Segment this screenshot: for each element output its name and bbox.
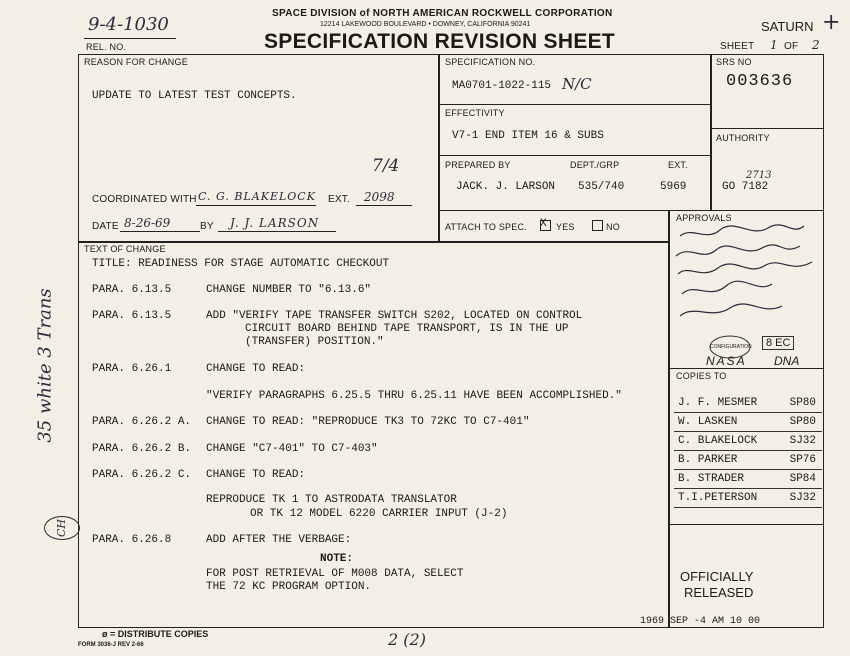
spec-label: SPECIFICATION NO. — [445, 57, 536, 67]
coordinated-ext-label: EXT. — [328, 194, 350, 205]
coordinated-label: COORDINATED WITH — [92, 194, 197, 205]
rel-no-label: REL. NO. — [86, 42, 127, 52]
prepared-ext: 5969 — [660, 181, 687, 193]
change-row-text: OR TK 12 MODEL 6220 CARRIER INPUT (J-2) — [250, 508, 508, 520]
authority-value: GO 7182 — [722, 181, 769, 193]
attach-yes-mark: X — [540, 218, 547, 230]
change-row-para: PARA. 6.26.2 B. — [92, 443, 192, 455]
by-value: J. J. LARSON — [230, 216, 320, 230]
copies-label: COPIES TO — [676, 371, 727, 381]
copy-row: B. PARKER SP76 — [674, 450, 822, 470]
approval-signatures — [672, 222, 822, 342]
change-row-text: CHANGE NUMBER TO "6.13.6" — [206, 284, 372, 296]
prepared-label: PREPARED BY — [445, 160, 511, 170]
cross-mark: + — [822, 10, 841, 35]
configuration-stamp-text: CONFIGURATION — [710, 344, 752, 350]
rel-no-handwritten: 9-4-1030 — [88, 14, 169, 35]
date-value: 8-26-69 — [124, 216, 171, 230]
attach-label: ATTACH TO SPEC. — [445, 222, 527, 232]
attach-no-label: NO — [606, 222, 620, 232]
coordinated-underline — [196, 205, 316, 206]
by-underline — [218, 231, 336, 232]
prepared-dept-label: DEPT./GRP — [570, 160, 620, 170]
program-name: SATURN — [761, 19, 814, 34]
division-address: 12214 LAKEWOOD BOULEVARD • DOWNEY, CALIFORNIA 90241 — [320, 21, 531, 28]
divider-prep-bottom — [438, 210, 824, 211]
approvals-label: APPROVALS — [676, 213, 732, 223]
change-row-para: PARA. 6.13.5 — [92, 284, 172, 296]
released-stamp-line1: OFFICIALLY — [680, 569, 754, 584]
change-row-text: CHANGE TO READ: "REPRODUCE TK3 TO 72KC TO C7-401" — [206, 416, 530, 428]
divider-col-srs — [710, 54, 712, 210]
reason-label: REASON FOR CHANGE — [84, 57, 188, 67]
division-name: SPACE DIVISION of NORTH AMERICAN ROCKWELL CORPORATION — [272, 8, 613, 19]
reason-note-handwritten: 7/4 — [372, 156, 400, 176]
sheet-total: 2 — [812, 38, 820, 52]
reason-text: UPDATE TO LATEST TEST CONCEPTS. — [92, 90, 297, 102]
divider-approvals-bottom — [668, 368, 824, 369]
change-row-para: PARA. 6.26.2 C. — [92, 469, 192, 481]
coordinated-ext-value: 2098 — [364, 190, 395, 204]
coordinated-value: C. G. BLAKELOCK — [198, 190, 316, 203]
effectivity-value: V7-1 END ITEM 16 & SUBS — [452, 130, 604, 142]
date-label: DATE — [92, 221, 119, 232]
change-row-text: CHANGE TO READ: — [206, 363, 306, 375]
authority-label: AUTHORITY — [716, 133, 770, 143]
by-label: BY — [200, 221, 214, 232]
sheet-number: 1 — [770, 38, 778, 52]
change-row-text: FOR POST RETRIEVAL OF M008 DATA, SELECT — [206, 568, 464, 580]
date-underline — [120, 231, 200, 232]
divider-eff-bottom — [438, 155, 710, 156]
attach-yes-label: YES — [556, 222, 575, 232]
change-title: TITLE: READINESS FOR STAGE AUTOMATIC CHECKOUT — [92, 258, 390, 270]
margin-handwritten-note: 35 white 3 Trans — [34, 288, 56, 443]
divider-srs-bottom — [710, 128, 824, 129]
copy-row: J. F. MESMER SP80 — [674, 393, 822, 413]
change-row-text: "VERIFY PARAGRAPHS 6.25.5 THRU 6.25.11 HAVE BEEN ACCOMPLISHED." — [206, 390, 622, 402]
change-note-label: NOTE: — [320, 553, 354, 565]
copy-row: W. LASKEN SP80 — [674, 412, 822, 432]
distribute-note: ø = DISTRIBUTE COPIES — [102, 629, 209, 639]
srs-label: SRS NO — [716, 57, 752, 67]
divider-spec-bottom — [438, 104, 710, 105]
change-row-text: CIRCUIT BOARD BEHIND TAPE TRANSPORT, IS IN THE UP — [245, 323, 569, 335]
dna-label: DNA — [774, 354, 800, 368]
change-row-text: REPRODUCE TK 1 TO ASTRODATA TRANSLATOR — [206, 494, 457, 506]
change-row-text: CHANGE TO READ: — [206, 469, 306, 481]
change-row-para: PARA. 6.26.2 A. — [92, 416, 192, 428]
copy-row: B. STRADER SP84 — [674, 469, 822, 489]
change-row-para: PARA. 6.26.8 — [92, 534, 172, 546]
srs-value: 003636 — [726, 72, 794, 91]
change-row-para: PARA. 6.26.1 — [92, 363, 172, 375]
divider-col-reason — [438, 54, 440, 242]
change-row-text: ADD "VERIFY TAPE TRANSFER SWITCH S202, LOCATED ON CONTROL — [206, 310, 583, 322]
change-row-text: (TRANSFER) POSITION." — [245, 336, 384, 348]
change-row-text: CHANGE "C7-401" TO C7-403" — [206, 443, 378, 455]
released-date-stamp: 1969 SEP -4 AM 10 00 — [640, 616, 761, 627]
divider-copies-bottom — [668, 524, 824, 525]
sheet-label: SHEET — [720, 41, 755, 52]
copy-row: C. BLAKELOCK SJ32 — [674, 431, 822, 451]
change-label: TEXT OF CHANGE — [84, 244, 166, 254]
change-row-text: THE 72 KC PROGRAM OPTION. — [206, 581, 372, 593]
form-number: FORM 3036-J REV 2-66 — [78, 642, 144, 648]
date-stamp: 8 EC — [762, 336, 794, 350]
copy-row: T.I.PETERSON SJ32 — [674, 488, 822, 508]
spec-value: MA0701-1022-115 — [452, 80, 552, 92]
page-title: SPECIFICATION REVISION SHEET — [264, 30, 616, 53]
coordinated-ext-underline — [356, 205, 412, 206]
sheet-of: OF — [784, 41, 799, 52]
released-stamp-line2: RELEASED — [684, 585, 754, 600]
prepared-name: JACK. J. LARSON — [456, 181, 556, 193]
margin-circle-note: CH — [44, 516, 80, 540]
prepared-dept: 535/740 — [578, 181, 625, 193]
change-row-para: PARA. 6.13.5 — [92, 310, 172, 322]
change-row-text: ADD AFTER THE VERBAGE: — [206, 534, 352, 546]
effectivity-label: EFFECTIVITY — [445, 108, 505, 118]
prepared-ext-label: EXT. — [668, 160, 688, 170]
authority-hand-top: 2713 — [746, 170, 772, 181]
rel-no-underline — [84, 38, 176, 39]
spec-suffix-handwritten: N/C — [562, 75, 592, 93]
divider-reason-bottom — [78, 241, 668, 243]
divider-col-right — [668, 210, 670, 628]
page-number-handwritten: 2 (2) — [388, 630, 426, 649]
attach-no-checkbox[interactable] — [592, 220, 603, 231]
nasa-label: NASA — [706, 354, 747, 368]
